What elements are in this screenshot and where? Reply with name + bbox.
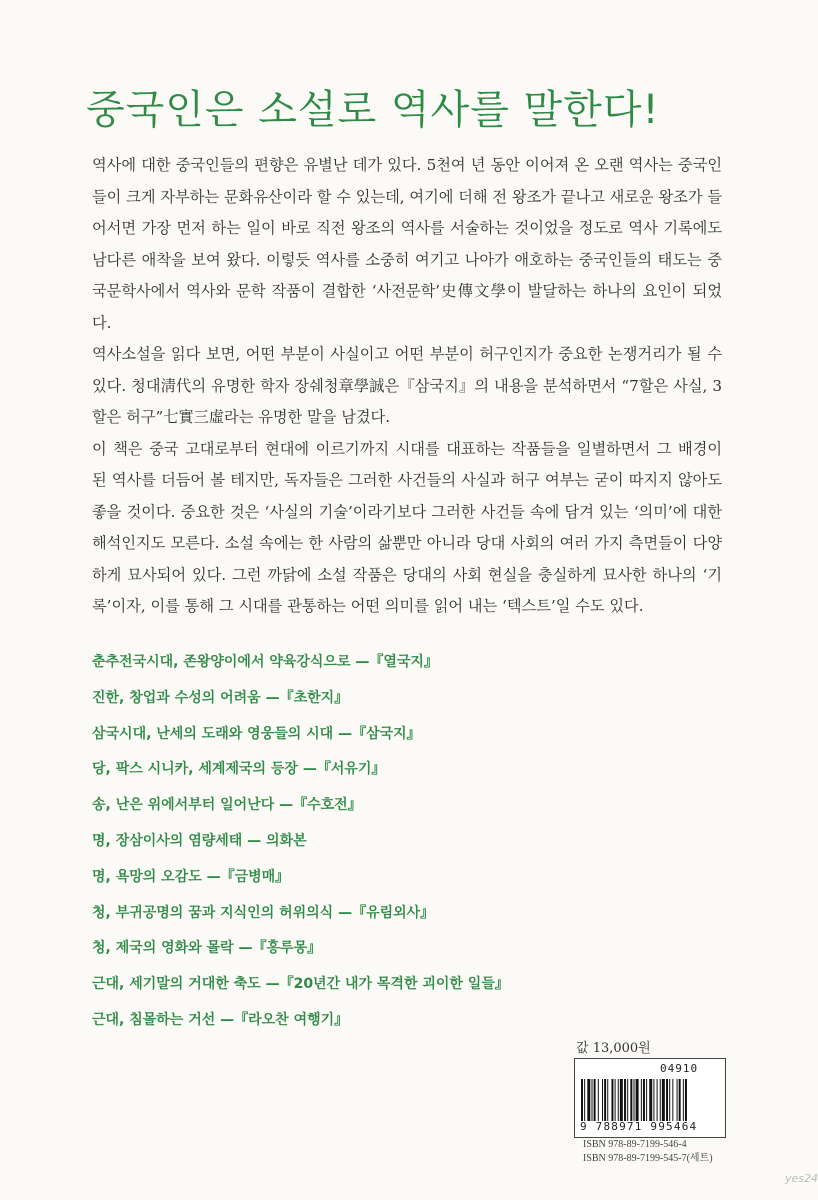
contents-item: 송, 난은 위에서부터 일어난다 —『수호전』	[92, 797, 362, 814]
isbn-line: ISBN 978-89-7199-546-4	[583, 1139, 687, 1150]
price-label: 값 13,000원	[576, 1041, 651, 1056]
body-paragraph-3: 이 책은 중국 고대로부터 현대에 이르기까지 시대를 대표하는 작품들을 일별하면서 그 배경이 된 역사를 더듬어 볼 테지만, 독자들은 그러한 사건들의 사실과 허구 여부는 굳이 따지지 않아도 좋을 것이다. 중요한 것은 ‘사실의 기술’이라기보다 그러한 사건들 속에 담겨 있는 ‘의미’에 대한 해석인지도 모른다. 소설 속에는 한 사람의 삶뿐만 아니라 당대 사회의 여러 가지 측면들이 다양하게 묘사되어 있다. 그런 까닭에 소설 작품은 당대의 사회 현실을 충실하게 묘사한 하나의 ‘기록’이자, 이를 통해 그 시대를 관통하는 어떤 의미를 읽어 내는 ‘텍스트’일 수도 있다.	[92, 439, 722, 615]
contents-item: 청, 부귀공명의 꿈과 지식인의 허위의식 —『유림외사』	[92, 904, 435, 921]
contents-item: 진한, 창업과 수성의 어려움 —『초한지』	[92, 689, 349, 706]
contents-item: 명, 욕망의 오감도 —『금병매』	[92, 868, 290, 885]
isbn-block	[583, 1138, 713, 1166]
contents-item: 근대, 세기말의 거대한 축도 —『20년간 내가 목격한 괴이한 일들』	[92, 976, 509, 993]
contents-item: 근대, 침몰하는 거선 —『라오찬 여행기』	[92, 1011, 349, 1028]
barcode-ean-digits: 9 788971 995464	[580, 1120, 698, 1133]
body-paragraph-1: 역사에 대한 중국인들의 편향은 유별난 데가 있다. 5천여 년 동안 이어져 온 오랜 역사는 중국인들이 크게 자부하는 문화유산이라 할 수 있는데, 여기에 더해 전 왕조가 끝나고 새로운 왕조가 들어서면 가장 먼저 하는 일이 바로 직전 왕조의 역사를 서술하는 것이었을 정도로 역사 기록에도 남다른 애착을 보여 왔다. 이렇듯 역사를 소중히 여기고 나아가 애호하는 중국인들의 태도는 중국문학사에서 역사와 문학 작품이 결합한 ‘사전문학’史傳文學이 발달하는 하나의 요인이 되었다.	[92, 156, 722, 332]
contents-item: 명, 장삼이사의 염량세태 — 의화본	[92, 832, 307, 849]
contents-item: 춘추전국시대, 존왕양이에서 약육강식으로 —『열국지』	[92, 654, 438, 670]
contents-list	[92, 648, 732, 1042]
isbn-line: ISBN 978-89-7199-545-7(세트)	[583, 1153, 713, 1164]
description-body	[92, 150, 722, 623]
barcode-digits-holder	[574, 1058, 724, 1136]
watermark: yes24	[785, 1172, 818, 1185]
barcode-addon-digits: 04910	[660, 1062, 699, 1075]
contents-item: 삼국시대, 난세의 도래와 영웅들의 시대 —『삼국지』	[92, 725, 421, 742]
headline: 중국인은 소설로 역사를 말한다!	[86, 87, 660, 133]
contents-item: 청, 제국의 영화와 몰락 —『홍루몽』	[92, 940, 322, 957]
contents-item: 당, 팍스 시니카, 세계제국의 등장 —『서유기』	[92, 761, 386, 778]
body-paragraph-2: 역사소설을 읽다 보면, 어떤 부분이 사실이고 어떤 부분이 허구인지가 중요한 논쟁거리가 될 수 있다. 청대淸代의 유명한 학자 장쉐청章學誠은『삼국지』의 내용을 분석하면서 “7할은 사실, 3할은 허구”七實三虛라는 유명한 말을 남겼다.	[92, 345, 722, 426]
